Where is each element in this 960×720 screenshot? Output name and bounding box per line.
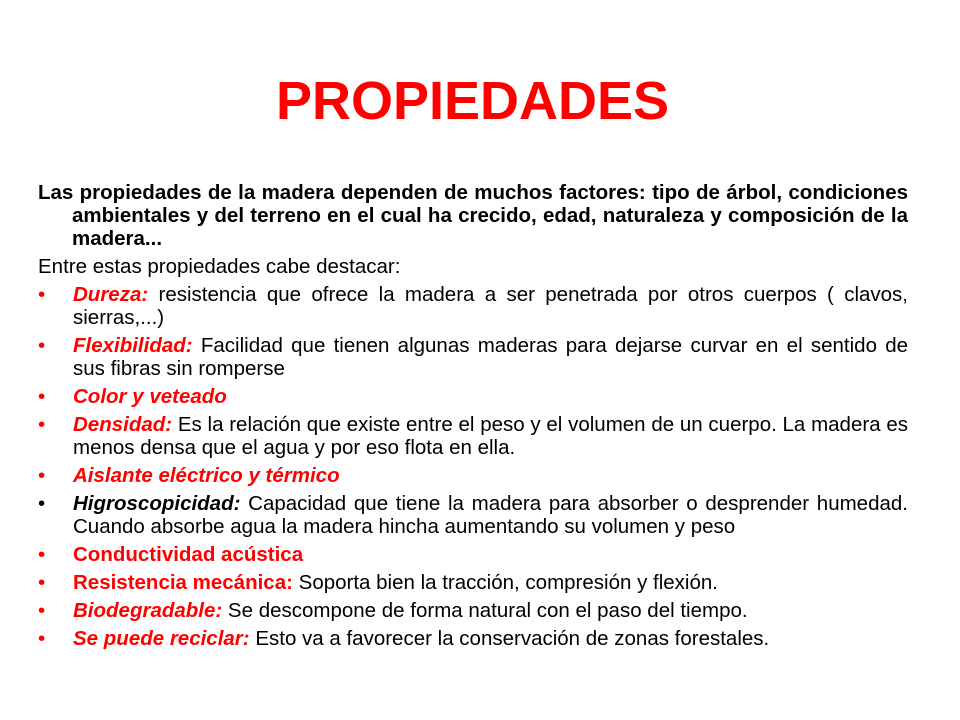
property-description: Se descompone de forma natural con el paso del tiempo. — [227, 599, 748, 622]
bullet-icon: • — [38, 492, 46, 515]
property-term: Se puede reciclar: — [73, 627, 250, 650]
property-item-conductividad — [38, 543, 908, 566]
slide-title: PROPIEDADES — [275, 71, 670, 131]
properties-list — [38, 283, 908, 650]
property-term: Conductividad acústica — [73, 543, 304, 566]
property-term: Higroscopicidad: — [73, 492, 241, 515]
property-term: Aislante eléctrico y térmico — [73, 464, 340, 487]
property-item-flexibilidad — [38, 334, 908, 380]
property-term: Dureza: — [73, 283, 149, 306]
bullet-icon: • — [38, 413, 46, 436]
property-term: Flexibilidad: — [73, 334, 193, 357]
property-item-resistencia — [38, 571, 908, 594]
property-description: Es la relación que existe entre el peso y el volumen de un cuerpo. La madera es menos densa que el agua y por eso flota en ella. — [73, 413, 908, 459]
property-term: Color y veteado — [73, 385, 227, 408]
property-item-densidad — [38, 413, 908, 459]
property-term: Resistencia mecánica: — [73, 571, 293, 594]
bullet-icon: • — [38, 385, 46, 408]
property-description: Facilidad que tienen algunas maderas para dejarse curvar en el sentido de sus fibras sin romperse — [73, 334, 909, 380]
slide-content — [38, 181, 908, 655]
property-item-color — [38, 385, 908, 408]
bullet-icon: • — [38, 571, 46, 594]
property-description: Soporta bien la tracción, compresión y flexión. — [298, 571, 718, 594]
intro-paragraph: Las propiedades de la madera dependen de muchos factores: tipo de árbol, condiciones ambientales y del terreno en el cual ha crecido, edad, naturaleza y composición de la madera... — [38, 181, 908, 250]
bullet-icon: • — [38, 599, 46, 622]
property-item-aislante — [38, 464, 908, 487]
property-term: Densidad: — [73, 413, 173, 436]
property-description: Capacidad que tiene la madera para absorber o desprender humedad. Cuando absorbe agua la madera hincha aumentando su volumen y peso — [73, 492, 908, 538]
property-item-biodegradable — [38, 599, 908, 622]
property-description: resistencia que ofrece la madera a ser penetrada por otros cuerpos ( clavos, sierras,...) — [73, 283, 908, 329]
property-item-reciclar — [38, 627, 908, 650]
property-item-dureza — [38, 283, 908, 329]
bullet-icon: • — [38, 334, 46, 357]
property-description: Esto va a favorecer la conservación de zonas forestales. — [255, 627, 770, 650]
property-item-higroscopicidad — [38, 492, 908, 538]
bullet-icon: • — [38, 543, 46, 566]
lead-paragraph: Entre estas propiedades cabe destacar: — [38, 255, 401, 278]
bullet-icon: • — [38, 627, 46, 650]
property-term: Biodegradable: — [73, 599, 223, 622]
bullet-icon: • — [38, 464, 46, 487]
bullet-icon: • — [38, 283, 46, 306]
